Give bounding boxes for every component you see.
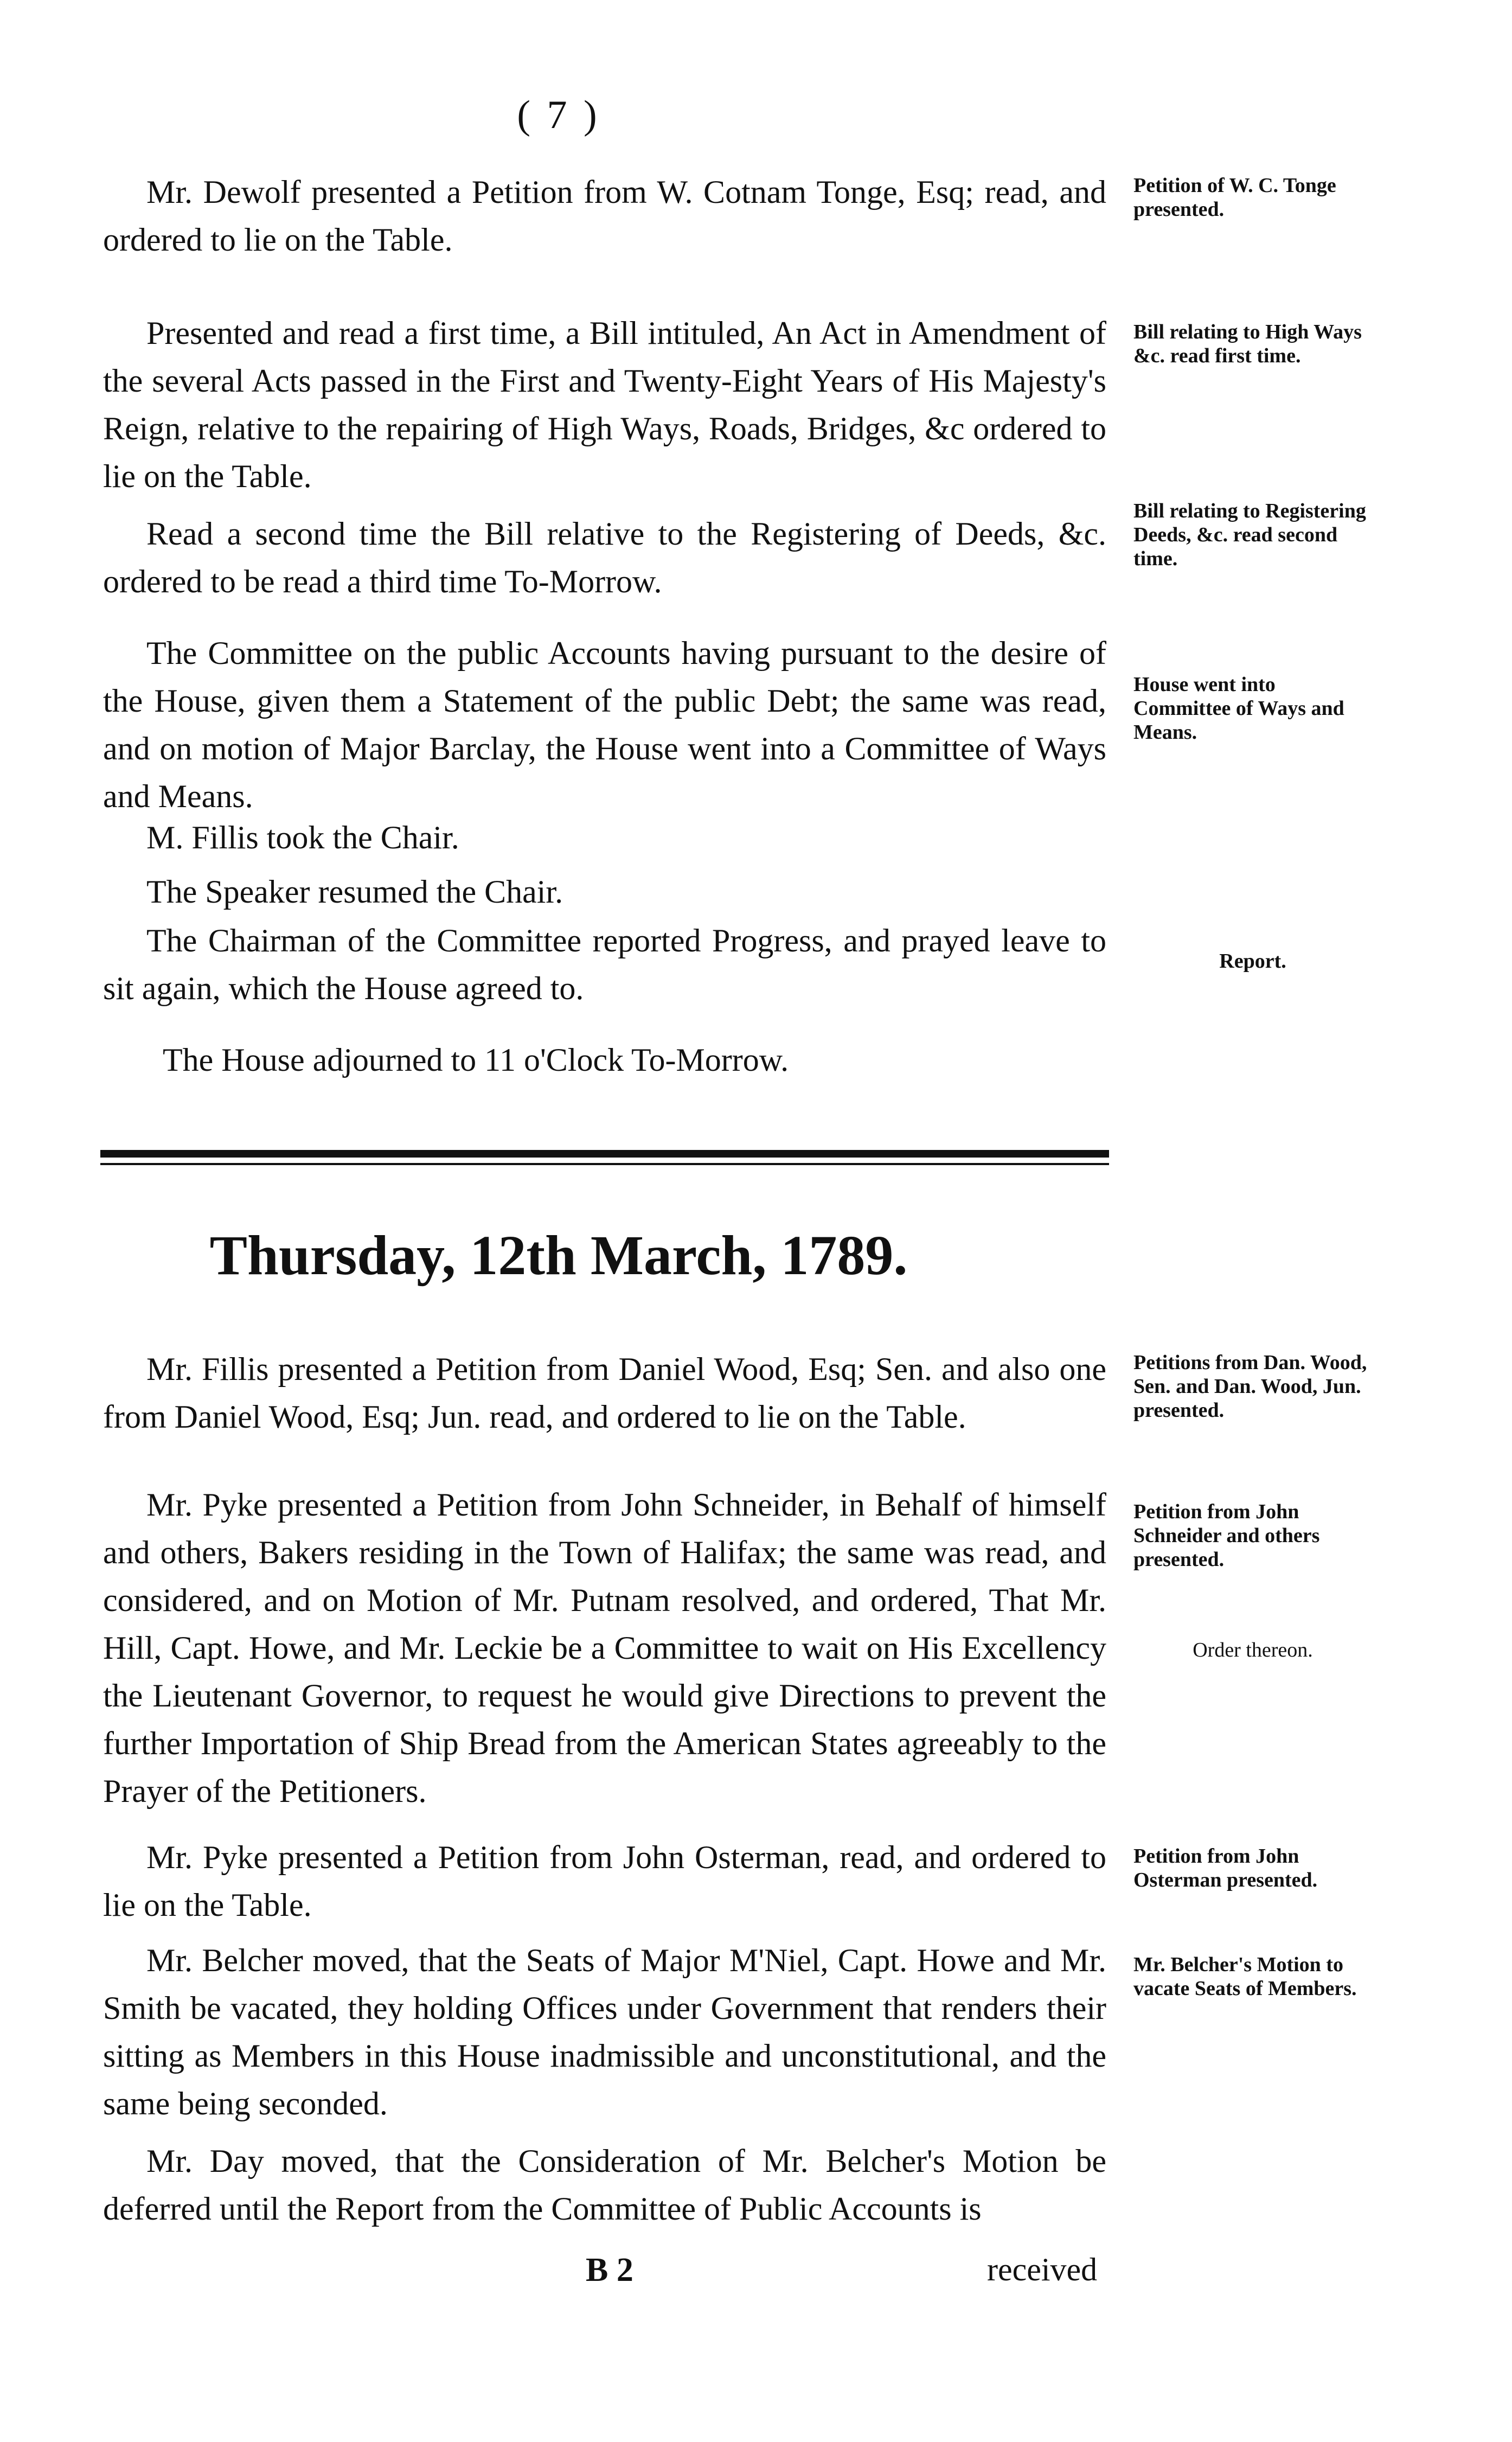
catchword: received <box>987 2252 1098 2287</box>
signature-mark: B 2 <box>586 2252 633 2288</box>
entry-text: Mr. Pyke presented a Petition from John Osterman, read, and ordered to lie on the Table. <box>103 1839 1106 1923</box>
entry-text: The Speaker resumed the Chair. <box>146 874 563 910</box>
entry-text: The Chairman of the Committee reported Progress, and prayed leave to sit again, which the House agreed to. <box>103 923 1106 1006</box>
entry-text: The Committee on the public Accounts having pursuant to the desire of the House, given them a Statement of the public Debt; the same was read, and on motion of Major Barclay, the House went into a Committee of Ways and Means. <box>103 635 1106 814</box>
entry-text: Presented and read a first time, a Bill intituled, An Act in Amendment of the several Acts passed in the First and Twenty-Eight Years of His Majesty's Reign, relative to the repairing of High Ways, Roads, Bridges, &c ordered to lie on the Table. <box>103 315 1106 494</box>
entry-8 <box>103 1345 1106 1441</box>
entry-text: Mr. Fillis presented a Petition from Daniel Wood, Esq; Sen. and also one from Daniel Wood, Esq; Jun. read, and ordered to lie on the Table. <box>103 1351 1106 1435</box>
section-rule <box>100 1150 1109 1165</box>
entry-text: Mr. Pyke presented a Petition from John Schneider, in Behalf of himself and others, Bakers residing in the Town of Halifax; the same was read, and considered, and on Motion of Mr. Putnam resolved, and ordered, That Mr. Hill, Capt. Howe, and Mr. Leckie be a Committee to wait on His Excellency the Lieutenant Governor, to request he would give Directions to prevent the further Importation of Ship Bread from the American States agreeably to the Prayer of the Petitioners. <box>103 1487 1106 1809</box>
entry-4 <box>103 629 1106 820</box>
entry-text: M. Fillis took the Chair. <box>146 820 459 855</box>
entry-1 <box>103 168 1106 264</box>
entry-text: Mr. Day moved, that the Consideration of Mr. Belcher's Motion be deferred until the Report from the Committee of Public Accounts is <box>103 2143 1106 2227</box>
entry-9 <box>103 1481 1106 1815</box>
entry-3 <box>103 510 1106 605</box>
page-number: ( 7 ) <box>517 93 600 137</box>
margin-note-9: Petition from John Schneider and others presented. <box>1133 1500 1320 1571</box>
margin-note-10: Petition from John Osterman presented. <box>1133 1845 1318 1891</box>
margin-note-7: Report. <box>1219 950 1286 973</box>
margin-note-4: House went into Committee of Ways and Means. <box>1133 673 1344 744</box>
entry-12 <box>103 2137 1106 2233</box>
day-heading: Thursday, 12th March, 1789. <box>209 1224 908 1287</box>
entry-7 <box>103 917 1106 1012</box>
entry-2 <box>103 309 1106 500</box>
entry-5 <box>103 814 1106 861</box>
margin-note-8: Petitions from Dan. Wood, Sen. and Dan. Wood, Jun. presented. <box>1133 1351 1367 1422</box>
entry-text: Mr. Belcher moved, that the Seats of Major M'Niel, Capt. Howe and Mr. Smith be vacated, they holding Offices under Government that renders their sitting as Members in this House inadmissible and unconstitutional, and the same being seconded. <box>103 1942 1106 2121</box>
margin-note-2: Bill relating to High Ways &c. read first time. <box>1133 321 1362 367</box>
margin-note-9b: Order thereon. <box>1193 1639 1313 1661</box>
entry-10 <box>103 1833 1106 1929</box>
margin-note-1: Petition of W. C. Tonge presented. <box>1133 174 1336 221</box>
entry-text: Read a second time the Bill relative to the Registering of Deeds, &c. ordered to be read a third time To-Morrow. <box>103 516 1106 599</box>
adjournment-line: The House adjourned to 11 o'Clock To-Morrow. <box>163 1042 789 1078</box>
margin-note-3: Bill relating to Registering Deeds, &c. read second time. <box>1133 500 1366 570</box>
entry-11 <box>103 1936 1106 2127</box>
entry-text: Mr. Dewolf presented a Petition from W. Cotnam Tonge, Esq; read, and ordered to lie on the Table. <box>103 174 1106 258</box>
entry-6 <box>103 868 1106 916</box>
margin-note-11: Mr. Belcher's Motion to vacate Seats of Members. <box>1133 1953 1357 2000</box>
